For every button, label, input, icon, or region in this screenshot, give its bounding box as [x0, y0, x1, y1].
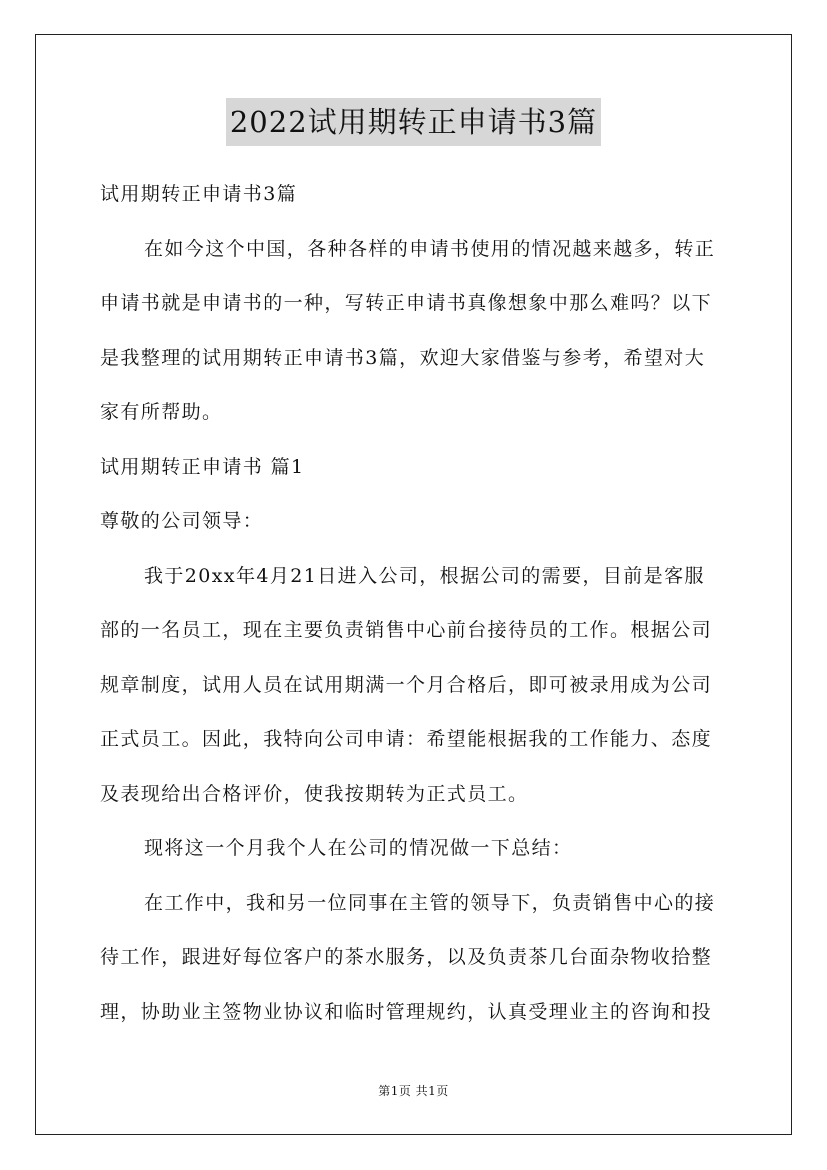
text-line: 规章制度，试用人员在试用期满一个月合格后，即可被录用成为公司 [100, 673, 713, 696]
text-line: 及表现给出合格评价，使我按期转为正式员工。 [100, 782, 529, 805]
text-line: 理，协助业主签物业协议和临时管理规约，认真受理业主的咨询和投 [100, 1000, 713, 1023]
text-line: 现将这一个月我个人在公司的情况做一下总结： [144, 837, 573, 859]
text-line: 试用期转正申请书 篇1 [100, 455, 305, 478]
text-line: 家有所帮助。 [100, 401, 223, 423]
text-line: 在如今这个中国，各种各样的申请书使用的情况越来越多，转正 [144, 237, 716, 260]
text-line: 在工作中，我和另一位同事在主管的领导下，负责销售中心的接 [144, 891, 716, 914]
text-line: 尊敬的公司领导： [100, 510, 264, 532]
text-line: 试用期转正申请书3篇 [100, 183, 298, 205]
page-footer: 第1页 共1页 [378, 1084, 449, 1098]
text-line: 部的一名员工，现在主要负责销售中心前台接待员的工作。根据公司 [100, 619, 713, 641]
document-body [100, 167, 730, 1039]
title-container [0, 98, 827, 146]
document-title: 2022试用期转正申请书3篇 [226, 98, 601, 146]
text-line: 正式员工。因此，我特向公司申请：希望能根据我的工作能力、态度 [100, 728, 713, 750]
text-line: 我于20xx年4月21日进入公司，根据公司的需要，目前是客服 [144, 564, 705, 587]
text-line: 申请书就是申请书的一种，写转正申请书真像想象中那么难吗？以下 [100, 292, 713, 314]
text-line: 是我整理的试用期转正申请书3篇，欢迎大家借鉴与参考，希望对大 [100, 346, 706, 369]
text-line: 待工作，跟进好每位客户的茶水服务，以及负责茶几台面杂物收拾整 [100, 946, 713, 968]
